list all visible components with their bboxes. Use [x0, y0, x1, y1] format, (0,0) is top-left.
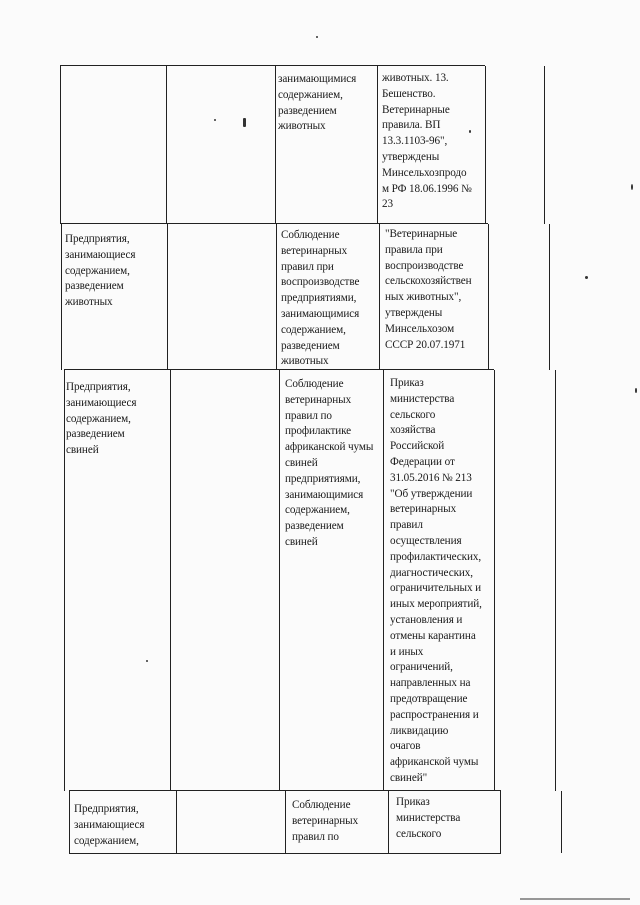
scan-mark	[635, 388, 637, 393]
cell-blank	[166, 66, 275, 224]
object-text: Предприятия, занимающиеся содержанием, разведением животных	[65, 233, 136, 309]
cell-object	[60, 66, 166, 224]
scan-edge-mark	[520, 898, 630, 900]
table-row	[64, 369, 494, 791]
scan-mark	[243, 118, 246, 127]
requirement-text: Соблюдение ветеринарных правил по	[292, 799, 359, 843]
scan-mark	[316, 36, 318, 38]
cell-note	[485, 66, 545, 224]
scan-mark	[146, 660, 148, 662]
requirement-text: Соблюдение ветеринарных правил при воспроизводстве предприятиями, занимающимися содержанием, разведением животных	[281, 229, 360, 368]
document-text: животных. 13. Бешенство. Ветеринарные правила. ВП 13.3.1103-96", утверждены Минсельхозпродо м РФ 18.06.1996 № 23	[382, 72, 472, 211]
requirement-text: занимающимися содержанием, разведением животных	[278, 73, 357, 133]
scan-mark	[214, 119, 216, 121]
document-text: "Ветеринарные правила при воспроизводстве сельскохозяйствен ных животных", утверждены Минсельхозом СССР 20.07.1971	[385, 228, 472, 351]
object-text: Предприятия, занимающиеся содержанием, разведением свиней	[66, 381, 137, 457]
table-row	[61, 223, 488, 370]
scan-mark	[585, 276, 588, 279]
object-text: Предприятия, занимающиеся содержанием,	[74, 803, 145, 847]
cell-note	[488, 224, 550, 370]
cell-note	[494, 370, 556, 791]
cell-note	[500, 791, 562, 853]
scan-mark	[469, 130, 471, 133]
requirement-text: Соблюдение ветеринарных правил по профилактике африканской чумы свиней предприятиями, занимающимися содержанием, разведением свиней	[285, 378, 374, 548]
table-row	[60, 65, 485, 224]
cell-blank	[170, 370, 279, 791]
cell-blank	[167, 224, 276, 370]
scan-mark	[631, 184, 633, 190]
document-text: Приказ министерства сельского	[396, 796, 461, 840]
table-row	[69, 790, 501, 854]
cell-blank	[176, 791, 285, 853]
document-text: Приказ министерства сельского хозяйства Российской Федерации от 31.05.2016 № 213 "Об утверждении ветеринарных правил осуществления профилактических, диагностических, ограничительных и иных мероприятий, установления и отмены карантина и иных ограничений, направленных на предотвращение распространения и ликвидацию очагов африканской чумы свиней"	[390, 377, 482, 784]
